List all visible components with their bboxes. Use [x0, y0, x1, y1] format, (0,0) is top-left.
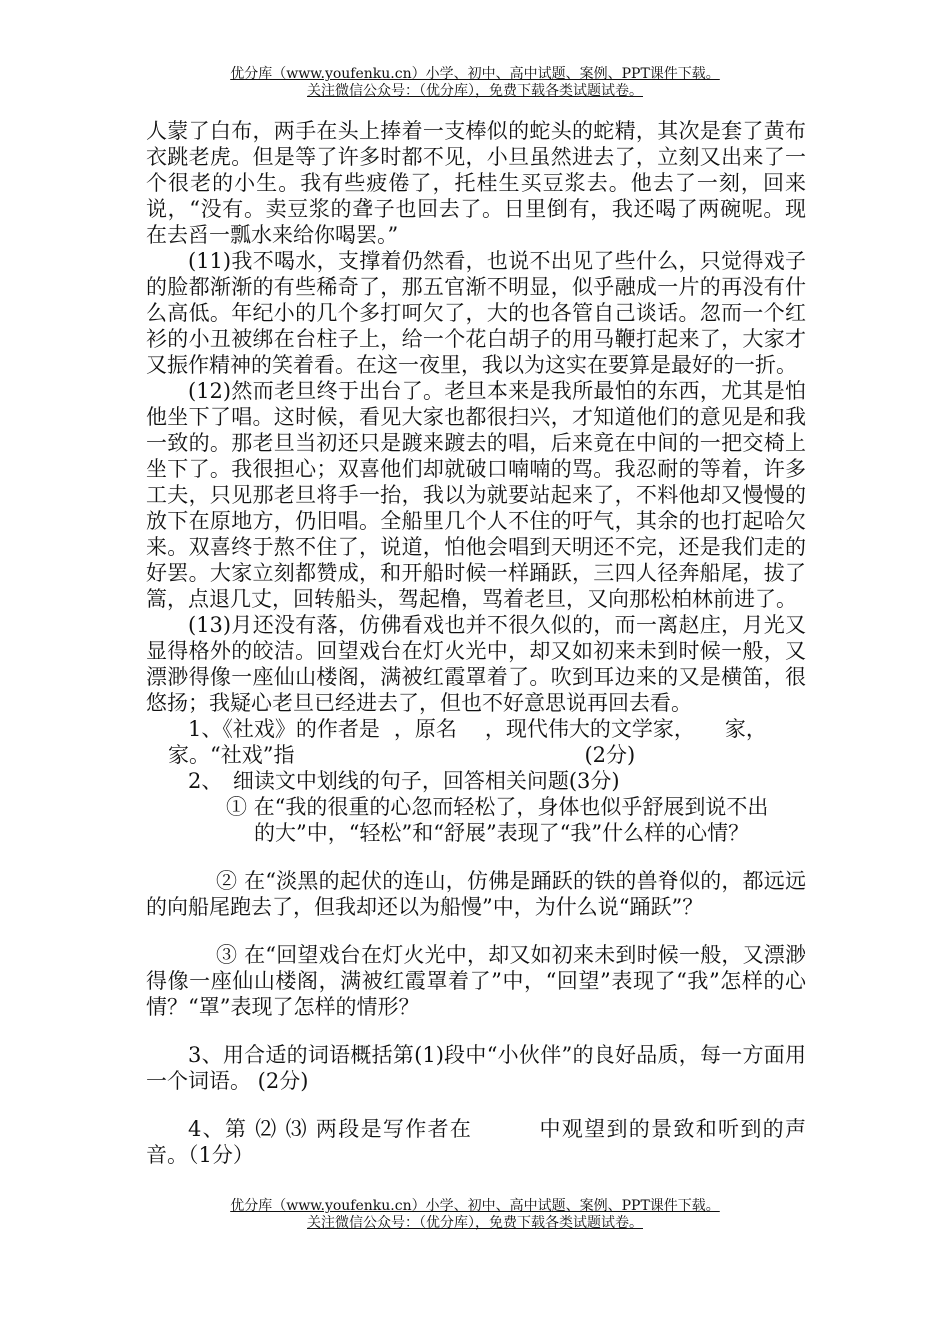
document-body: [146, 118, 806, 1168]
question-2-part-1-line-1: ① 在“我的很重的心忽而轻松了，身体也似乎舒展到说不出: [226, 795, 769, 819]
question-4-text-b: 中观望到的景致和听到的声音。（1分）: [146, 1117, 806, 1167]
header-notice-text: 关注微信公众号：（优分库），免费下载各类试题试卷。: [307, 83, 643, 99]
footer-line-1: [0, 1198, 950, 1215]
passage-paragraph-continued: 人蒙了白布，两手在头上捧着一支棒似的蛇头的蛇精，其次是套了黄布衣跳老虎。但是等了许多时都不见，小旦虽然进去了，立刻又出来了一个很老的小生。我有些疲倦了，托桂生买豆浆去。他去了一刻，回来说，“没有。卖豆浆的聋子也回去了。日里倒有，我还喝了两碗呢。现在去舀一瓢水来给你喝罢。”: [146, 119, 806, 247]
passage-paragraph-11: (11)我不喝水，支撑着仍然看，也说不出见了些什么，只觉得戏子的脸都渐渐的有些稀奇了，那五官渐不明显，似乎融成一片的再没有什么高低。年纪小的几个多打呵欠了，大的也各管自己谈话。忽而一个红衫的小丑被绑在台柱子上，给一个花白胡子的用马鞭打起来了，大家才又振作精神的笑着看。在这一夜里，我以为这实在要算是最好的一折。: [146, 249, 806, 377]
question-2-part-3: ③ 在“回望戏台在灯火光中，却又如初来未到时候一般，又漂渺得像一座仙山楼阁，满被红霞罩着了”中，“回望”表现了“我”怎样的心情？“罩”表现了怎样的情形？: [146, 943, 806, 1019]
footer-link-text[interactable]: 优分库（www.youfenku.cn）小学、初中、高中试题、案例、PPT课件下载。: [230, 1198, 720, 1214]
footer-line-2: [0, 1215, 950, 1232]
question-1-text-e: 家。“社戏”指: [168, 743, 295, 767]
question-1-line-1: [146, 716, 806, 742]
question-1-score: (2分): [584, 743, 636, 767]
question-1-line-2: [146, 742, 806, 768]
header-link-text[interactable]: 优分库（www.youfenku.cn）小学、初中、高中试题、案例、PPT课件下载。: [230, 66, 720, 82]
question-1-text-c: ，现代伟大的文学家，: [484, 717, 695, 741]
header-line-1: [0, 66, 950, 83]
question-2-title: 2、 细读文中划线的句子，回答相关问题(3分): [188, 769, 620, 793]
question-2-part-1-line-2: 的大”中，“轻松”和“舒展”表现了“我”什么样的心情？: [254, 821, 750, 845]
question-3: 3、用合适的词语概括第(1)段中“小伙伴”的良好品质，每一方面用一个词语。 (2分): [146, 1043, 806, 1093]
question-2-part-2: ② 在“淡黑的起伏的连山，仿佛是踊跃的铁的兽脊似的，都远远的向船尾跑去了，但我却还以为船慢”中，为什么说“踊跃”？: [146, 869, 806, 919]
question-1-text-a: 1、《社戏》的作者是: [188, 717, 380, 741]
page-footer: [0, 1198, 950, 1232]
footer-notice-text: 关注微信公众号：（优分库），免费下载各类试题试卷。: [307, 1215, 643, 1231]
question-4: [146, 1116, 806, 1168]
question-1-text-d: 家，: [724, 717, 767, 741]
question-1-text-b: ，原名: [393, 717, 457, 741]
question-4-text-a: 4、第 ⑵ ⑶ 两段是写作者在: [188, 1117, 473, 1141]
passage-paragraph-12: (12)然而老旦终于出台了。老旦本来是我所最怕的东西，尤其是怕他坐下了唱。这时候，看见大家也都很扫兴，才知道他们的意见是和我一致的。那老旦当初还只是踱来踱去的唱，后来竟在中间的一把交椅上坐下了。我很担心；双喜他们却就破口喃喃的骂。我忍耐的等着，许多工夫，只见那老旦将手一抬，我以为就要站起来了，不料他却又慢慢的放下在原地方，仍旧唱。全船里几个人不住的吁气，其余的也打起哈欠来。双喜终于熬不住了，说道，怕他会唱到天明还不完，还是我们走的好罢。大家立刻都赞成，和开船时候一样踊跃，三四人径奔船尾，拔了篙，点退几丈，回转船头，驾起橹，骂着老旦，又向那松柏林前进了。: [146, 379, 806, 611]
passage-paragraph-13: (13)月还没有落，仿佛看戏也并不很久似的，而一离赵庄，月光又显得格外的皎洁。回望戏台在灯火光中，却又如初来未到时候一般，又漂渺得像一座仙山楼阁，满被红霞罩着了。吹到耳边来的又是横笛，很悠扬；我疑心老旦已经进去了，但也不好意思说再回去看。: [146, 613, 806, 715]
header-line-2: [0, 83, 950, 100]
page-header: [0, 66, 950, 100]
